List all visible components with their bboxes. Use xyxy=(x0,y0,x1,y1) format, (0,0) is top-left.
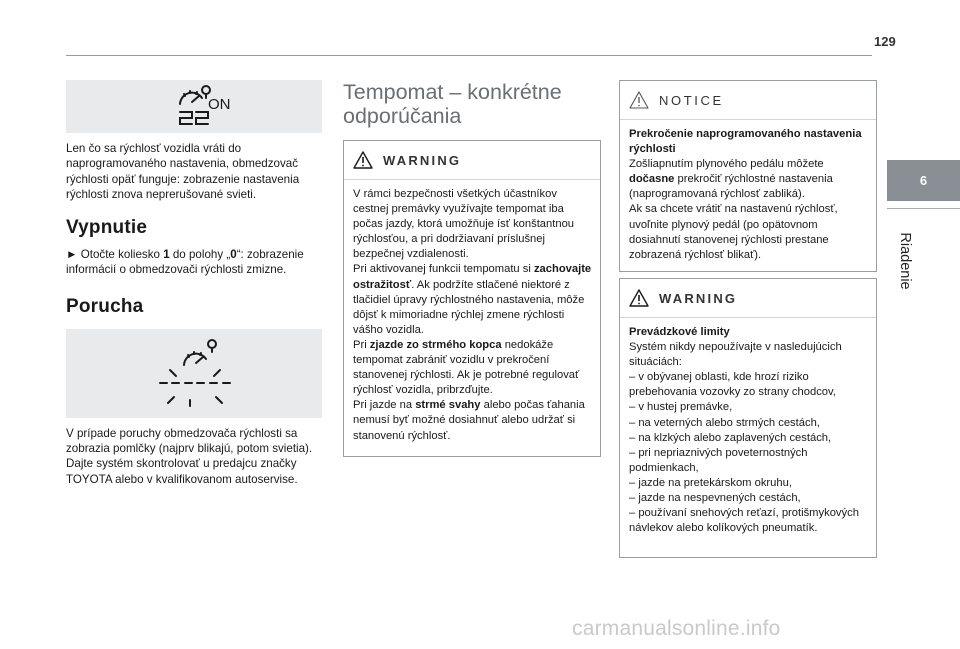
warning-p4: Pri jazde na strmé svahy alebo počas ťahania nemusí byť možné dosiahnuť alebo udržať si stanovenú rýchlosť. xyxy=(353,399,585,442)
page-title: Tempomat – konkrétne odporúčania xyxy=(343,80,562,128)
display-on-text: ON xyxy=(208,96,231,113)
fault-paragraph: V prípade poruchy obmedzovača rýchlosti sa zobrazia pomlčky (najprv blikajú, potom svietia). Dajte systém skontrolovať u predajcu značky TOYOTA alebo v kvalifikovanom autoservise. xyxy=(66,426,313,486)
list-item: – používaní snehových reťazí, protišmykových návlekov alebo kolíkových pneumatík. xyxy=(629,507,859,535)
chapter-tab-rule xyxy=(887,208,960,209)
warning-p1: V rámci bezpečnosti všetkých účastníkov cestnej premávky využívajte tempomat iba počas jazdy, ktorá umožňuje ísť konštantnou rýchlosťou, a pri dodržiavaní príslušnej bezpečnej vzdialenosti. xyxy=(353,188,575,261)
watermark-text: carmanualsonline.info xyxy=(572,617,781,640)
section-title-off: Vypnutie xyxy=(66,217,148,239)
list-item: – v hustej premávke, xyxy=(629,401,733,414)
speed-limiter-on-illustration xyxy=(66,80,322,133)
warning-triangle-icon xyxy=(629,289,649,307)
section-title-fault: Porucha xyxy=(66,295,144,317)
warning-p2: Pri aktivovanej funkcii tempomatu si zachovajte ostražitosť. Ak podržíte stlačené niektoré z tlačidiel úpravy rýchlostného nastavenia, môže dôjsť k mimoriadne rýchlej zmene rýchlosti vášho vozidla. xyxy=(353,263,592,336)
speed-limiter-fault-illustration xyxy=(66,329,322,418)
page-number: 129 xyxy=(874,34,896,49)
warning-limits-bold-title: Prevádzkové limity xyxy=(629,326,730,338)
notice-header xyxy=(620,81,876,120)
list-item: – jazde na pretekárskom okruhu, xyxy=(629,476,792,489)
list-item: – na klzkých alebo zaplavených cestách, xyxy=(629,431,832,444)
warning-box-limits xyxy=(619,278,877,558)
fault-dashes-icon xyxy=(66,329,322,418)
notice-title: NOTICE xyxy=(659,92,724,108)
notice-p1: Zošliapnutím plynového pedálu môžete dočasne prekročiť rýchlostné nastavenia (naprogramovaná rýchlosť zabliká). xyxy=(629,158,833,201)
list-item: – pri nepriaznivých poveternostných podmienkach, xyxy=(629,446,808,474)
list-item: – v obývanej oblasti, kde hrozí riziko prebehovania vozovky zo strany chodcov, xyxy=(629,371,836,399)
warning-p3: Pri zjazde zo strmého kopca nedokáže tempomat zabrániť vozidlu v prekročení stanovenej rýchlosti. Ak je potrebné regulovať rýchlosť vozidla, pribrzďujte. xyxy=(353,338,580,397)
middle-column xyxy=(343,80,599,128)
notice-body xyxy=(620,120,876,263)
warning-body xyxy=(344,180,600,444)
header-rule xyxy=(66,55,872,56)
speedometer-on-icon xyxy=(66,80,322,133)
warning-limits-body xyxy=(620,318,876,536)
warning-title: WARNING xyxy=(383,152,462,168)
arrow-icon: ► xyxy=(66,248,78,262)
chapter-number: 6 xyxy=(919,173,928,188)
warning-limits-header xyxy=(620,279,876,318)
notice-p2: Ak sa chcete vrátiť na nastavenú rýchlosť, uvoľnite plynový pedál (po opätovnom dosiahnutí stanovenej rýchlosti prestane zobrazená rýchlosť blikať). xyxy=(629,203,838,261)
warning-header xyxy=(344,141,600,180)
warning-limits-intro: Systém nikdy nepoužívajte v nasledujúcich situáciách: xyxy=(629,341,842,369)
notice-bold-title: Prekročenie naprogramovaného nastavenia rýchlosti xyxy=(629,128,862,156)
chapter-label-text: Riadenie xyxy=(897,232,913,290)
chapter-tab[interactable] xyxy=(887,160,960,201)
list-item: – na veterných alebo strmých cestách, xyxy=(629,416,820,429)
notice-triangle-icon xyxy=(629,91,649,109)
notice-box xyxy=(619,80,877,272)
warning-triangle-icon xyxy=(353,151,373,169)
list-item: – jazde na nespevnených cestách, xyxy=(629,492,801,505)
intro-paragraph: Len čo sa rýchlosť vozidla vráti do naprogramovaného nastavenia, obmedzovač rýchlosti opäť funguje: zobrazenie nastavenia rýchlosti znova neprerušované svieti. xyxy=(66,142,300,201)
warning-limits-title: WARNING xyxy=(659,290,738,306)
section-off-text: ► Otočte koliesko 1 do polohy „0“: zobrazenie informácií o obmedzovači rýchlosti zmizne. xyxy=(66,248,304,277)
left-column xyxy=(66,80,322,487)
chapter-label xyxy=(895,221,915,301)
warning-box-cruise xyxy=(343,140,601,457)
